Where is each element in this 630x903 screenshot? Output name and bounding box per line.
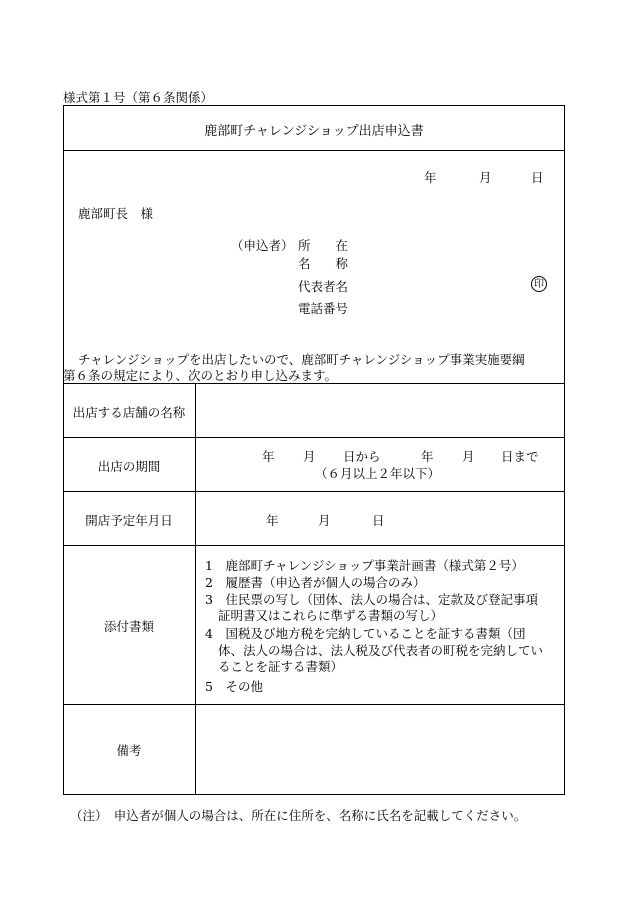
attachment-line: 3 住民票の写し（団体、法人の場合は、定款及び登記事項 — [205, 592, 538, 607]
period-end-month: 月 — [462, 449, 475, 464]
date-year: 年 — [424, 170, 437, 185]
divider — [63, 150, 565, 151]
divider — [63, 491, 565, 492]
opening-day: 日 — [372, 513, 385, 528]
attachment-line: 証明書又はこれらに準ずる書類の写し） — [218, 608, 444, 623]
addressee: 鹿部町長 様 — [78, 206, 154, 221]
form-title: 鹿部町チャレンジショップ出店申込書 — [204, 124, 424, 139]
opening-year: 年 — [266, 513, 279, 528]
period-end-year: 年 — [421, 449, 434, 464]
applicant-address-label: 所 在 — [298, 238, 349, 253]
applicant-phone-label: 電話番号 — [298, 301, 349, 316]
intro-line-1: チャレンジショップを出店したいので、鹿部町チャレンジショップ事業実施要綱 — [78, 352, 525, 367]
attachment-line: ることを証する書類） — [218, 659, 344, 674]
attachments-label: 添付書類 — [103, 619, 154, 634]
applicant-name-label: 名 称 — [298, 256, 349, 271]
attachment-line: 1 鹿部町チャレンジショップ事業計画書（様式第２号） — [205, 558, 524, 573]
period-start-month: 月 — [303, 449, 316, 464]
form-number: 様式第１号（第６条関係） — [63, 90, 214, 105]
applicant-label: （申込者） — [231, 238, 294, 253]
divider — [63, 437, 565, 438]
footnote: （注） 申込者が個人の場合は、所在に住所を、名称に氏名を記載してください。 — [70, 808, 527, 823]
attachment-line: 5 その他 — [205, 679, 263, 694]
attachment-line: 4 国税及び地方税を完納していることを証する書類（団 — [205, 626, 526, 641]
period-end-day: 日まで — [501, 449, 539, 464]
period-label: 出店の期間 — [97, 459, 161, 474]
divider — [63, 704, 565, 705]
applicant-representative-label: 代表者名 — [298, 279, 349, 294]
opening-date-label: 開店予定年月日 — [85, 513, 173, 528]
period-note: （６月以上２年以下） — [315, 466, 441, 481]
opening-month: 月 — [318, 513, 331, 528]
attachment-line: 体、法人の場合は、法人税及び代表者の町税を完納してい — [218, 643, 544, 658]
seal-icon: 印 — [531, 276, 547, 292]
date-day: 日 — [531, 170, 544, 185]
column-divider — [195, 383, 196, 795]
period-start-year: 年 — [262, 449, 275, 464]
attachment-line: 2 履歴書（申込者が個人の場合のみ） — [205, 575, 426, 590]
divider — [63, 545, 565, 546]
intro-line-2: 第６条の規定により、次のとおり申し込みます。 — [63, 368, 338, 383]
remarks-label: 備考 — [116, 743, 142, 758]
store-name-label: 出店する店舗の名称 — [72, 405, 186, 420]
period-start-day: 日から — [343, 449, 381, 464]
date-month: 月 — [479, 170, 492, 185]
